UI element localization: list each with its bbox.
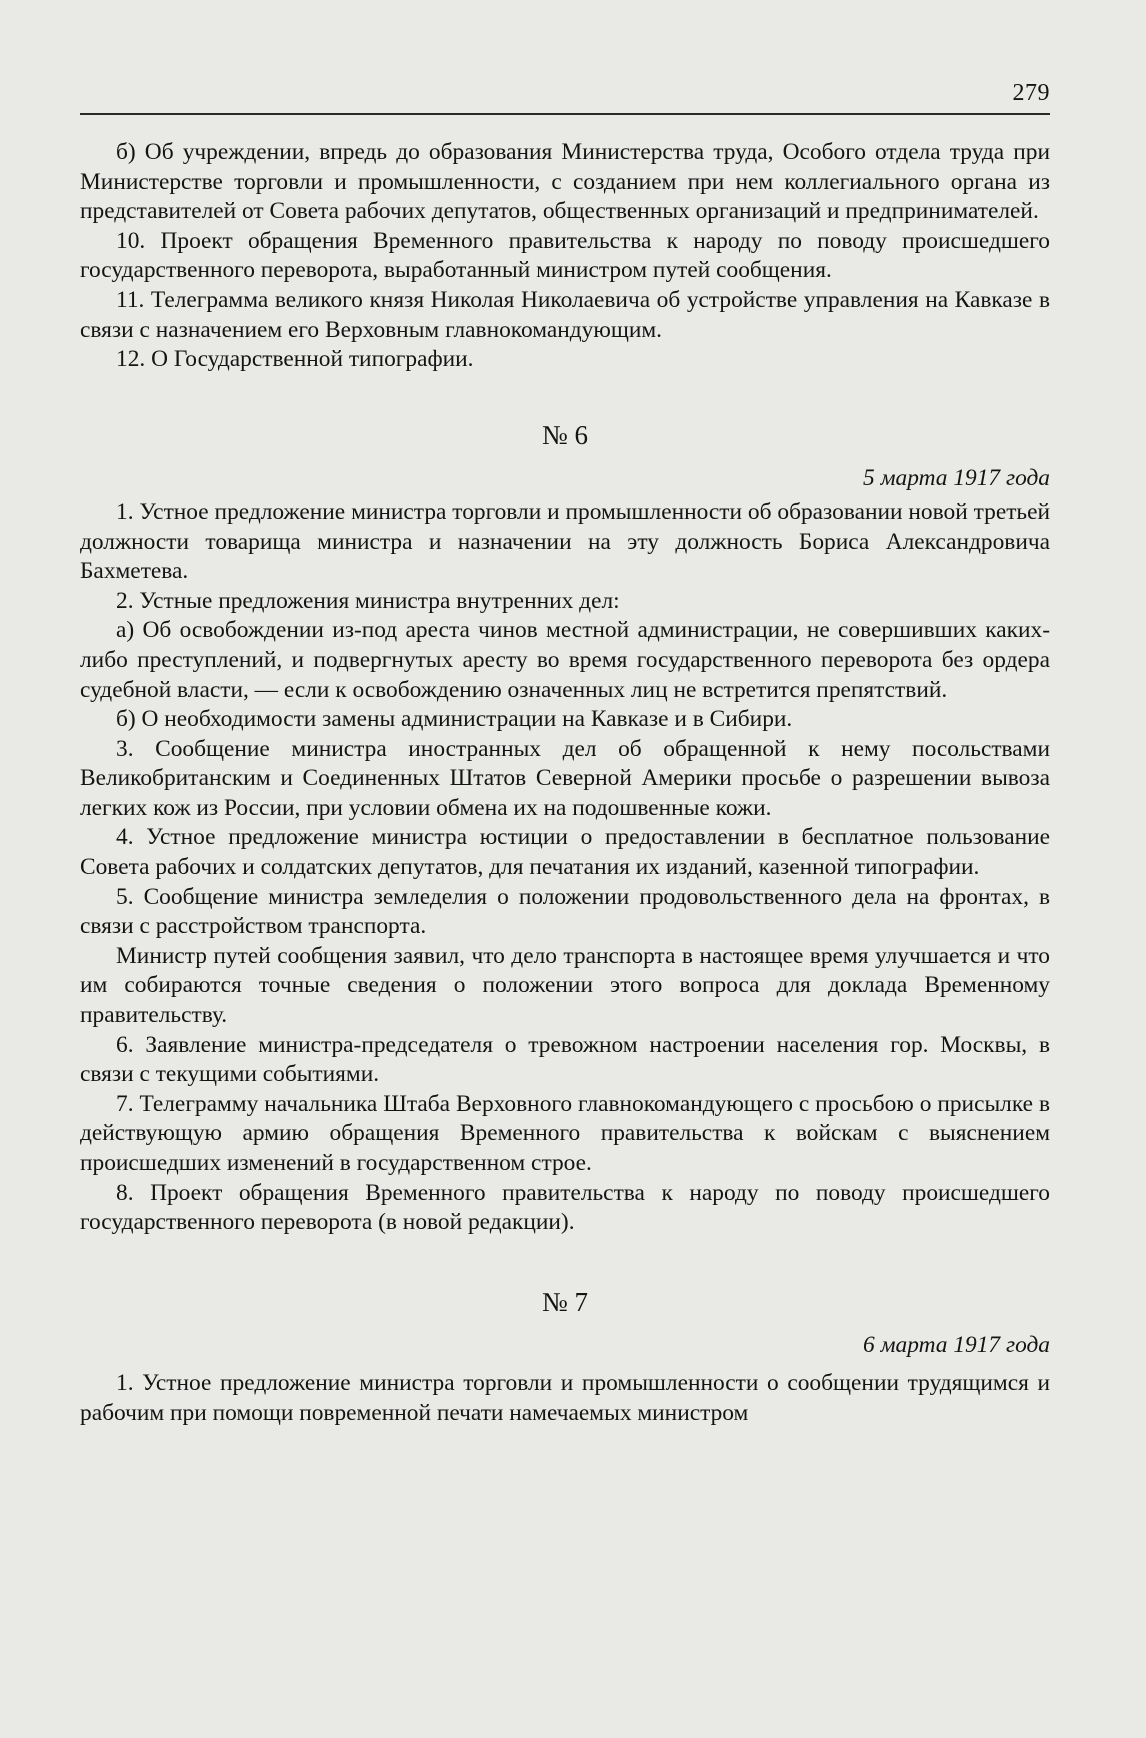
- paragraph: 1. Устное предложение министра торговли и промышленности об образовании новой третьей должности товарища министра и назначении на эту должность Бориса Александровича Бахметева.: [80, 498, 1050, 585]
- paragraph: 11. Телеграмма великого князя Николая Николаевича об устройстве управления на Кавказе в связи с назначением его Верховным главнокомандующим.: [80, 286, 1050, 343]
- page-content: [80, 138, 1050, 1428]
- document-6-date: 5 марта 1917 года: [863, 465, 1050, 492]
- paragraph: 3. Сообщение министра иностранных дел об обращенной к нему посольствами Великобританским и Соединенных Штатов Северной Америки просьбе о разрешении вывоза легких кож из России, при условии обмена их на подошвенные кожи.: [80, 735, 1050, 821]
- paragraph: 2. Устные предложения министра внутренних дел:: [116, 587, 620, 614]
- paragraph: а) Об освобождении из-под ареста чинов местной администрации, не совершивших каких-либо преступлений, и подвергнутых аресту во время государственного переворота без ордера судебной власти, — если к освобождению означенных лиц не встретится препятствий.: [80, 617, 1050, 703]
- header-rule: [80, 113, 1050, 115]
- paragraph: Министр путей сообщения заявил, что дело транспорта в настоящее время улучшается и что им собираются точные сведения о положении этого вопроса для доклада Временному правительству.: [80, 942, 1050, 1029]
- paragraph: б) О необходимости замены администрации на Кавказе и в Сибири.: [116, 706, 793, 733]
- paragraph: 5. Сообщение министра земледелия о положении продовольственного дела на фронтах, в связи с расстройством транспорта.: [80, 883, 1050, 940]
- paragraph: 8. Проект обращения Временного правительства к народу по поводу происшедшего государственного переворота (в новой редакции).: [80, 1179, 1050, 1236]
- document-7-date: 6 марта 1917 года: [863, 1332, 1050, 1359]
- paragraph: 6. Заявление министра-председателя о тревожном настроении населения гор. Москвы, в связи с текущими событиями.: [80, 1031, 1050, 1088]
- document-6-title: № 6: [541, 419, 588, 450]
- page-number: 279: [1012, 80, 1050, 106]
- paragraph: 12. О Государственной типографии.: [116, 346, 474, 373]
- paragraph: 1. Устное предложение министра торговли и промышленности о сообщении трудящимся и рабочим при помощи повременной печати намечаемых министром: [80, 1369, 1050, 1426]
- paragraph: 4. Устное предложение министра юстиции о предоставлении в бесплатное пользование Совета рабочих и солдатских депутатов, для печатания их изданий, казенной типографии.: [80, 824, 1050, 881]
- paragraph: 10. Проект обращения Временного правительства к народу по поводу происшедшего государственного переворота, выработанный министром путей сообщения.: [80, 227, 1050, 284]
- document-7-title: № 7: [541, 1286, 588, 1317]
- paragraph: б) Об учреждении, впредь до образования Министерства труда, Особого отдела труда при Министерстве торговли и промышленности, с созданием при нем коллегиального органа из представителей от Совета рабочих депутатов, общественных организаций и предпринимателей.: [80, 139, 1050, 225]
- paragraph: 7. Телеграмму начальника Штаба Верховного главнокомандующего с просьбою о присылке в действующую армию обращения Временного правительства к войскам с выяснением происшедших изменений в государственном строе.: [80, 1090, 1050, 1176]
